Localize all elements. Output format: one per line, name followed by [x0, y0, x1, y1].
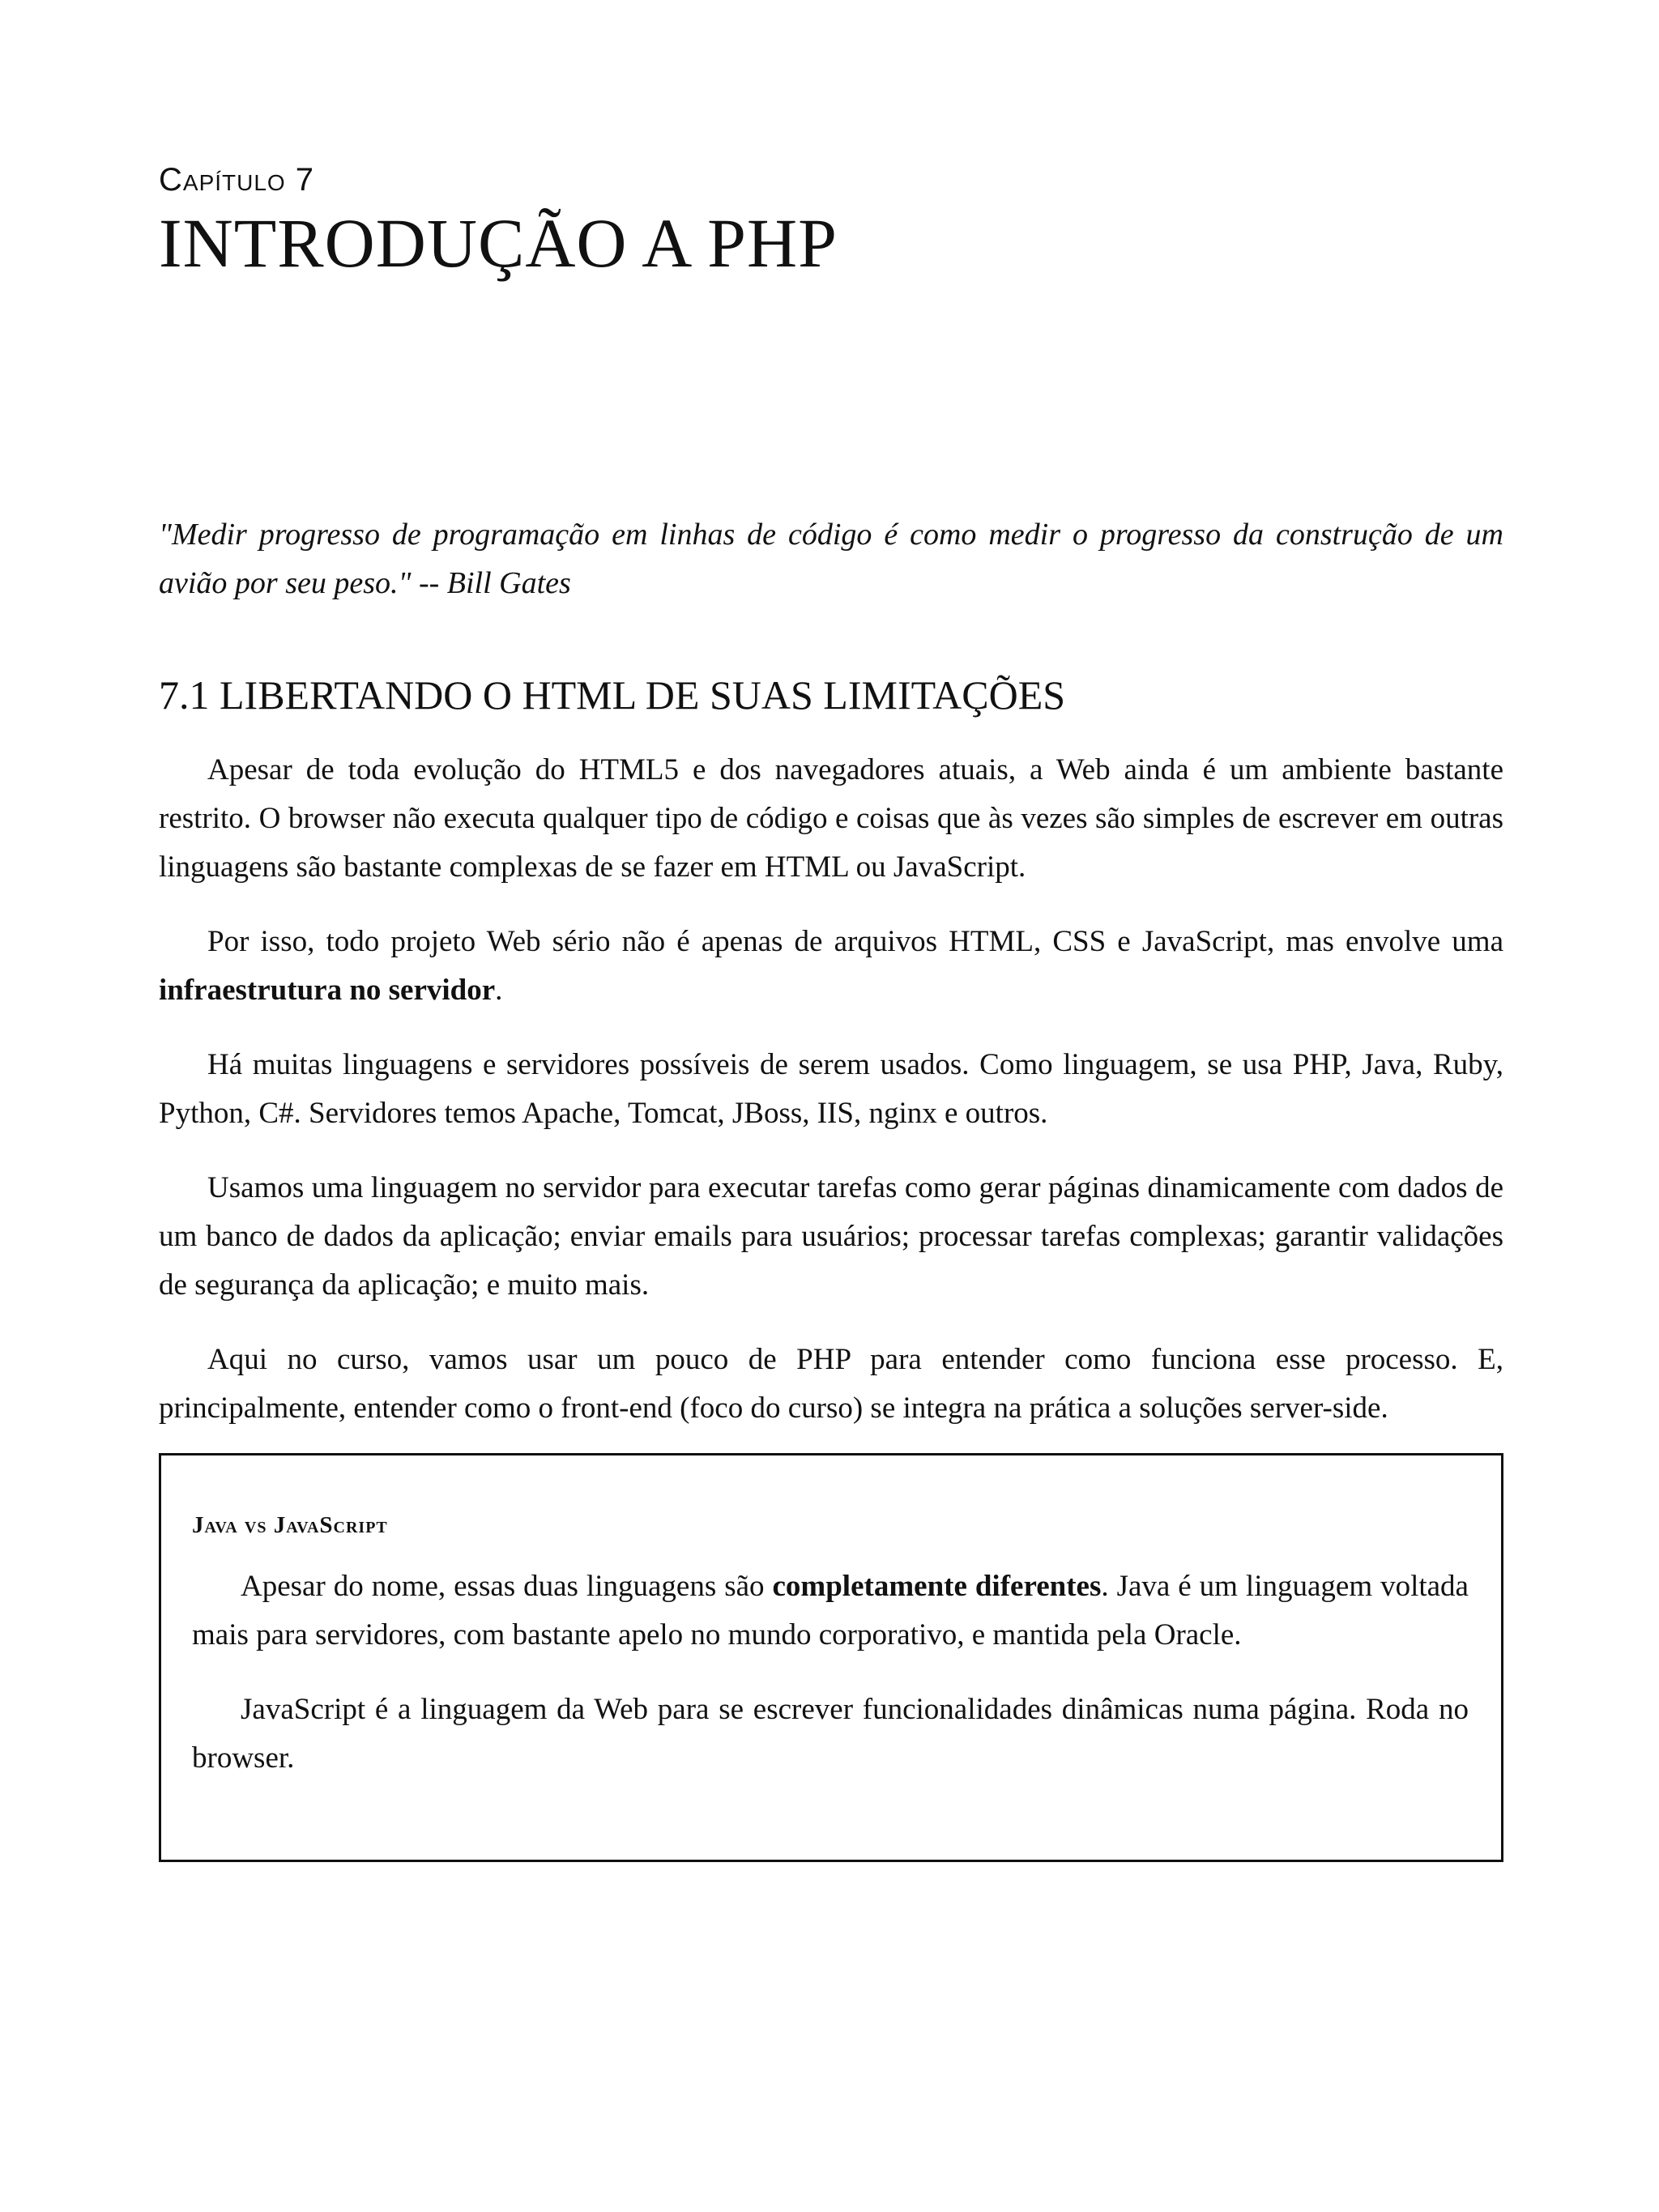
note-box-paragraph-1	[192, 1562, 1469, 1660]
paragraph-1: Apesar de toda evolução do HTML5 e dos navegadores atuais, a Web ainda é um ambiente bastante restrito. O browser não executa qualquer tipo de código e coisas que às vezes são simples de escrever em outras linguagens são bastante complexas de se fazer em HTML ou JavaScript.	[159, 753, 1503, 884]
chapter-title: INTRODUÇÃO A PHP	[159, 204, 838, 282]
chapter-label: Capítulo 7	[159, 162, 315, 198]
paragraph-2-text: Por isso, todo projeto Web sério não é apenas de arquivos HTML, CSS e JavaScript, mas envolve uma	[207, 925, 1503, 958]
document-page	[159, 159, 1503, 1775]
paragraph-3: Há muitas linguagens e servidores possíveis de serem usados. Como linguagem, se usa PHP, Java, Ruby, Python, C#. Servidores temos Apache, Tomcat, JBoss, IIS, nginx e outros.	[159, 1048, 1503, 1130]
note-box	[159, 1453, 1503, 1862]
epigraph-quote: "Medir progresso de programação em linhas de código é como medir o progresso da construção de um avião por seu peso." -- Bill Gates	[159, 518, 1503, 600]
paragraph-2-end: .	[495, 974, 503, 1007]
paragraph-4: Usamos uma linguagem no servidor para executar tarefas como gerar páginas dinamicamente com dados de um banco de dados da aplicação; enviar emails para usuários; processar tarefas complexas; garantir validações de segurança da aplicação; e muito mais.	[159, 1171, 1503, 1302]
paragraph-2	[159, 918, 1503, 1015]
paragraph-2-bold: infraestrutura no servidor	[159, 974, 496, 1007]
note-box-title: Java vs JavaScript	[192, 1512, 388, 1538]
note-box-paragraph-2: JavaScript é a linguagem da Web para se escrever funcionalidades dinâmicas numa página. Roda no browser.	[192, 1693, 1469, 1775]
section-body	[159, 746, 1503, 1459]
note-box-paragraph-1-text: Apesar do nome, essas duas linguagens são	[241, 1570, 773, 1603]
note-box-paragraph-1-end: . Java é um linguagem voltada mais para servidores, com bastante apelo no mundo corporativo, e mantida pela Oracle.	[192, 1570, 1469, 1652]
section-title: 7.1 LIBERTANDO O HTML DE SUAS LIMITAÇÕES	[159, 672, 1066, 718]
note-box-paragraph-1-bold: completamente diferentes	[772, 1570, 1102, 1603]
paragraph-5: Aqui no curso, vamos usar um pouco de PHP para entender como funciona esse processo. E, principalmente, entender como o front-end (foco do curso) se integra na prática a soluções server-side.	[159, 1343, 1503, 1425]
